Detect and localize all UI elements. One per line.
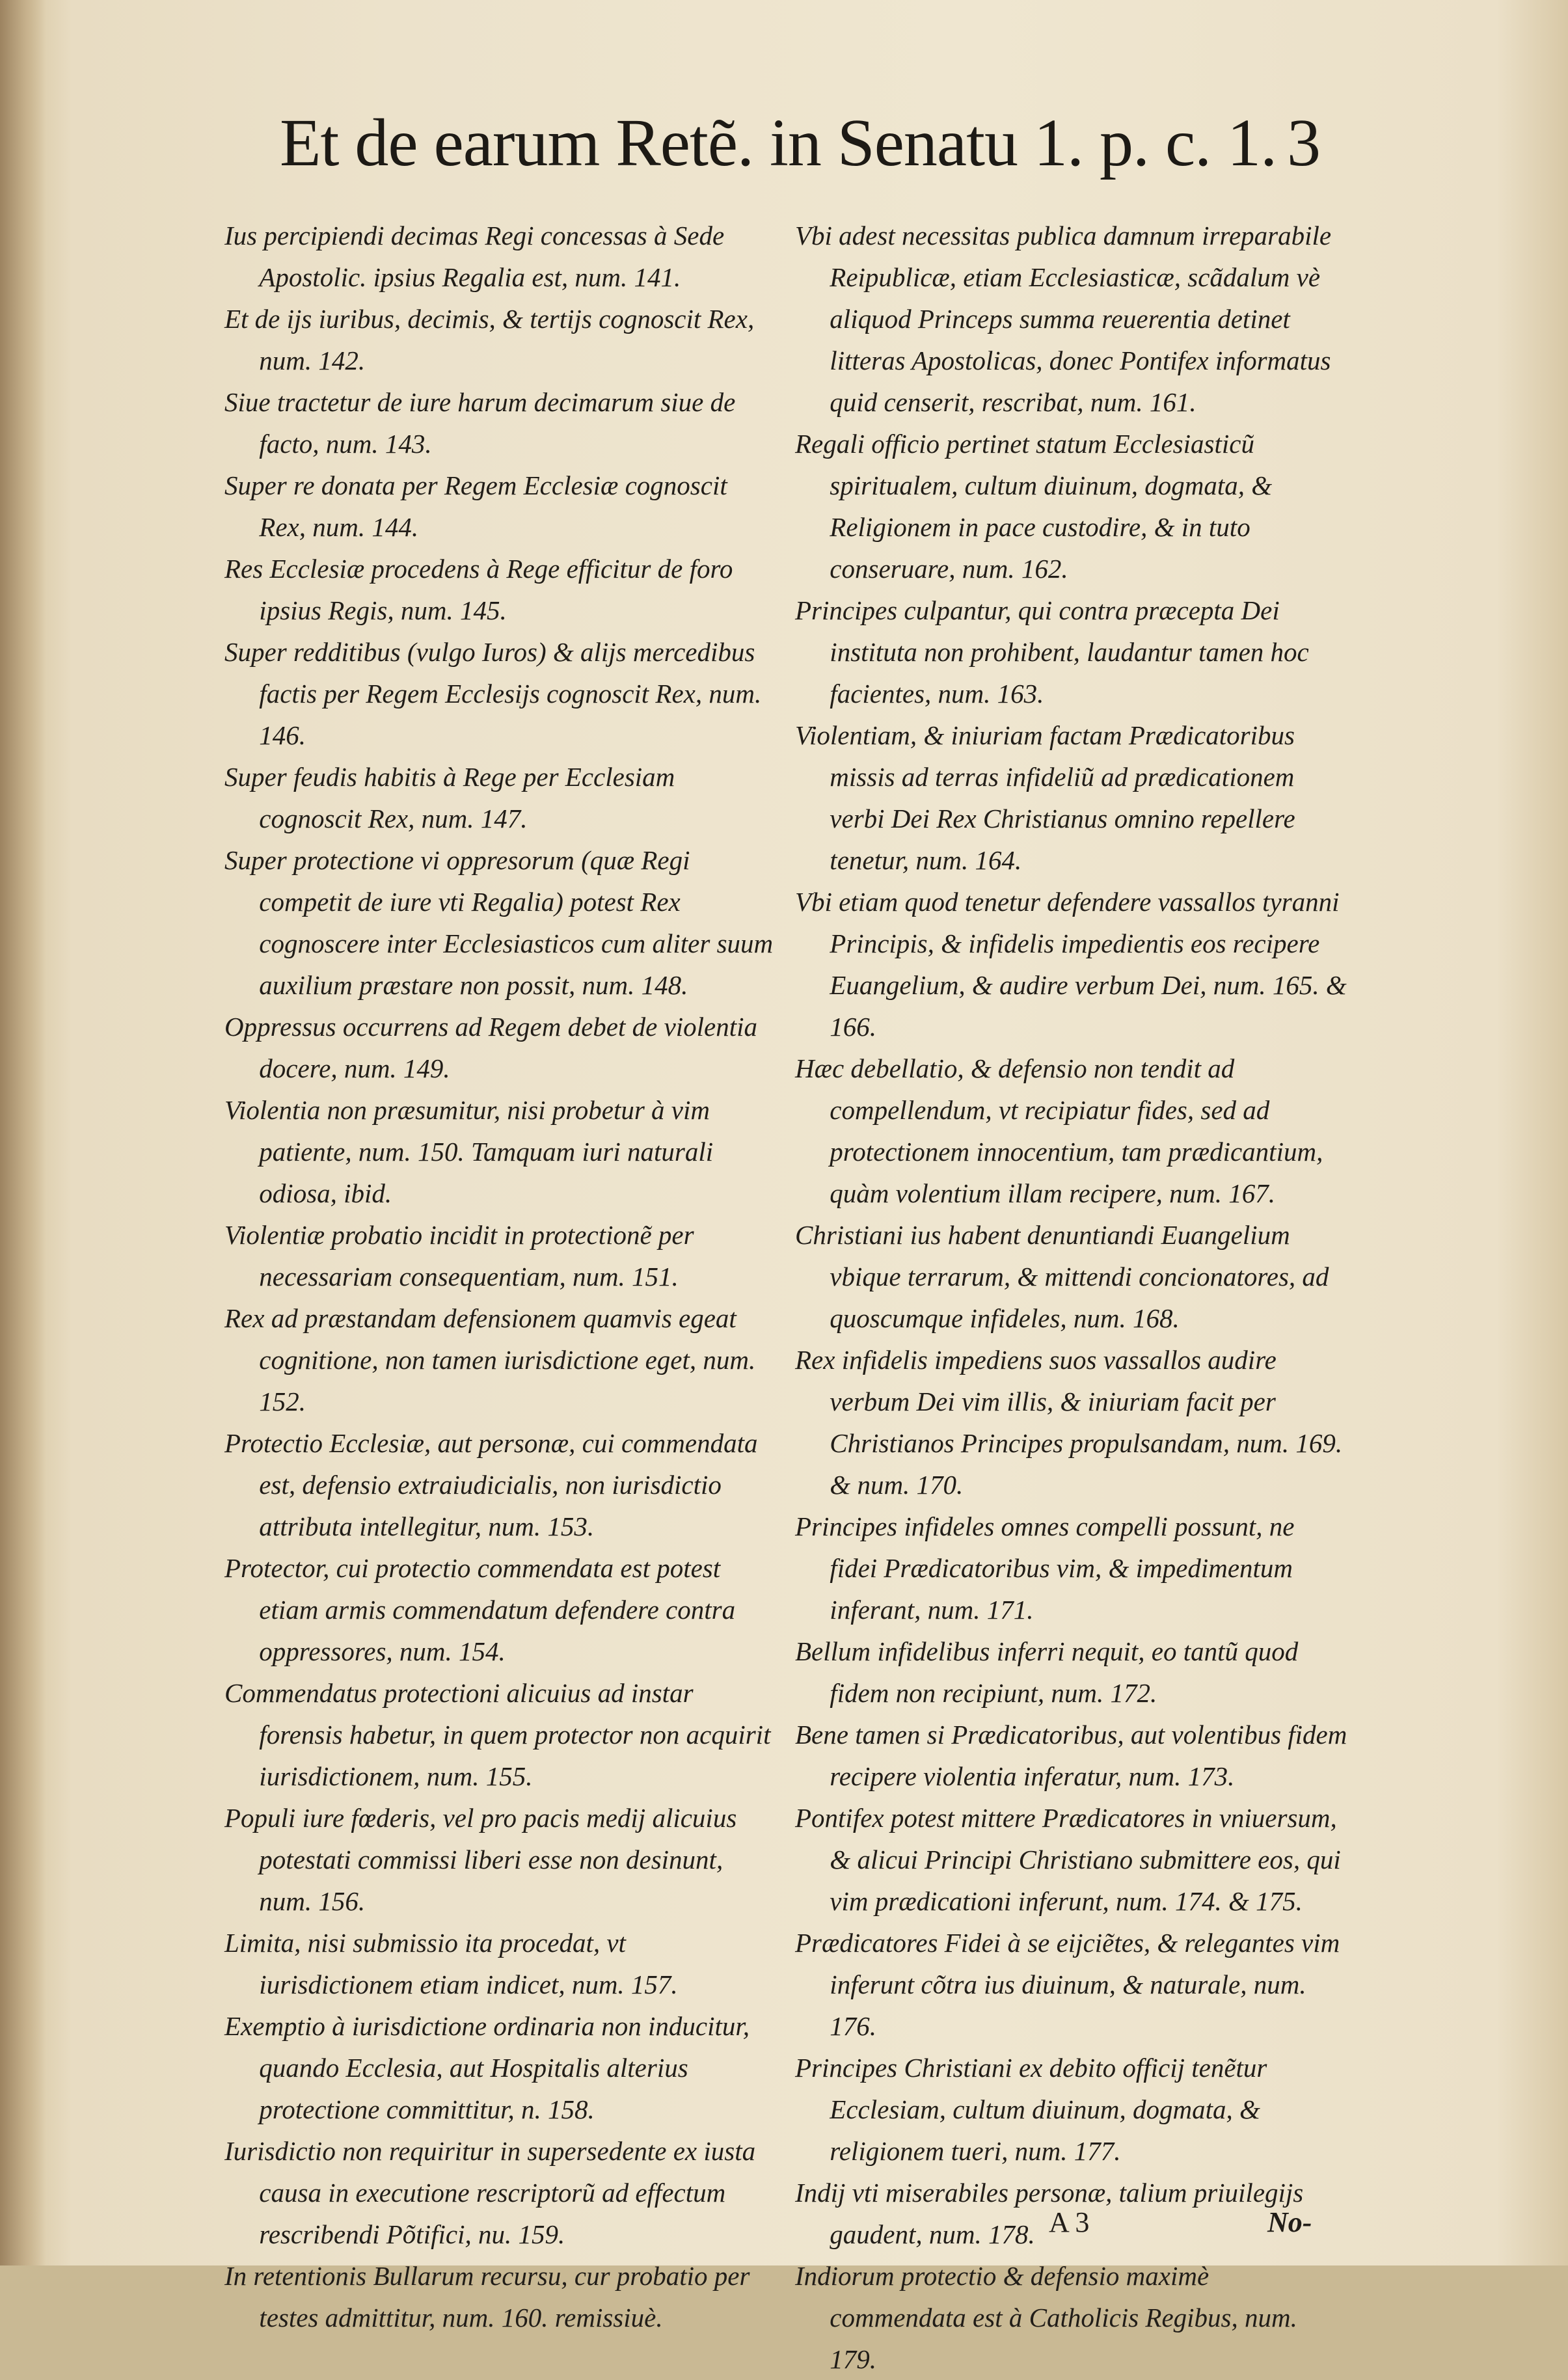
catchword: No-	[1267, 2206, 1312, 2238]
index-entry: Protectio Ecclesiæ, aut personæ, cui commendata est, defensio extraiudicialis, non iurisdictio attributa intellegitur, num. 153.	[224, 1428, 758, 1541]
index-entry: Limita, nisi submissio ita procedat, vt iurisdictionem etiam indicet, num. 157.	[224, 1928, 678, 1999]
index-entry: Indij vti miserabiles personæ, talium priuilegijs gaudent, num. 178.	[795, 2178, 1304, 2249]
index-entry: Principes Christiani ex debito officij tenẽtur Ecclesiam, cultum diuinum, dogmata, & religionem tueri, num. 177.	[795, 2053, 1267, 2166]
index-entry: Indiorum protectio & defensio maximè commendata est à Catholicis Regibus, num. 179.	[795, 2261, 1297, 2374]
index-entry: Christiani ius habent denuntiandi Euangelium vbique terrarum, & mittendi concionatores, ad quoscumque infideles, num. 168.	[795, 1220, 1329, 1333]
index-entry: Principes infideles omnes compelli possunt, ne fidei Prædicatoribus vim, & impedimentum inferant, num. 171.	[795, 1511, 1295, 1625]
index-entry: Protector, cui protectio commendata est potest etiam armis commendatum defendere contra oppressores, num. 154.	[224, 1553, 736, 1666]
index-entry: Super feudis habitis à Rege per Ecclesiam cognoscit Rex, num. 147.	[224, 762, 675, 833]
page-number: 3	[1287, 105, 1321, 180]
index-entry: Super re donata per Regem Ecclesiæ cognoscit Rex, num. 144.	[224, 470, 727, 542]
index-entry: In retentionis Bullarum recursu, cur probatio per testes admittitur, num. 160. remissiuè.	[224, 2261, 750, 2333]
index-entry: Iurisdictio non requiritur in supersedente ex iusta causa in executione rescriptorũ ad effectum rescribendi Põtifici, nu. 159.	[224, 2136, 756, 2249]
index-entry: Et de ijs iuribus, decimis, & tertijs cognoscit Rex, num. 142.	[224, 304, 755, 375]
index-entry: Exemptio à iurisdictione ordinaria non inducitur, quando Ecclesia, aut Hospitalis alterius protectione committitur, n. 158.	[224, 2011, 750, 2124]
signature-mark: A 3	[1049, 2206, 1090, 2238]
index-entry: Bene tamen si Prædicatoribus, aut volentibus fidem recipere violentia inferatur, num. 173.	[795, 1720, 1347, 1791]
index-entry: Violentia non præsumitur, nisi probetur à vim patiente, num. 150. Tamquam iuri naturali odiosa, ibid.	[224, 1095, 714, 1208]
index-entry: Populi iure fœderis, vel pro pacis medij alicuius potestati commissi liberi esse non desinunt, num. 156.	[224, 1803, 737, 1916]
index-entry: Super redditibus (vulgo Iuros) & alijs mercedibus factis per Regem Ecclesijs cognoscit Rex, num. 146.	[224, 637, 762, 750]
index-entry: Principes culpantur, qui contra præcepta Dei instituta non prohibent, laudantur tamen hoc facientes, num. 163.	[795, 595, 1309, 709]
index-entry: Oppressus occurrens ad Regem debet de violentia docere, num. 149.	[224, 1012, 758, 1083]
right-column	[795, 215, 1348, 2380]
index-entry: Regali officio pertinet statum Ecclesiasticũ spiritualem, cultum diuinum, dogmata, & Religionem in pace custodire, & in tuto conseruare, num. 162.	[795, 429, 1273, 584]
index-entry: Super protectione vi oppresorum (quæ Regi competit de iure vti Regalia) potest Rex cognoscere inter Ecclesiasticos cum aliter suum auxilium præstare non possit, num. 148.	[224, 845, 774, 1000]
page-gutter-shadow	[0, 0, 46, 2265]
index-entry: Pontifex potest mittere Prædicatores in vniuersum, & alicui Principi Christiano submittere eos, qui vim prædicationi inferunt, num. 174. & 175.	[795, 1803, 1341, 1916]
index-entry: Violentiæ probatio incidit in protectionẽ per necessariam consequentiam, num. 151.	[224, 1220, 694, 1291]
index-entry: Rex ad præstandam defensionem quamvis egeat cognitione, non tamen iurisdictione eget, num. 152.	[224, 1303, 756, 1416]
index-entry: Vbi etiam quod tenetur defendere vassallos tyranni Principis, & infidelis impedientis eos recipere Euangelium, & audire verbum Dei, num. 165. & 166.	[795, 887, 1347, 1042]
index-entry: Commendatus protectioni alicuius ad instar forensis habetur, in quem protector non acquirit iurisdictionem, num. 155.	[224, 1678, 771, 1791]
index-entry: Siue tractetur de iure harum decimarum siue de facto, num. 143.	[224, 387, 736, 459]
index-entry: Vbi adest necessitas publica damnum irreparabile Reipublicæ, etiam Ecclesiasticæ, scãdalum vè aliquod Princeps summa reuerentia detinet litteras Apostolicas, donec Pontifex informatus quid censerit, rescribat, num. 161.	[795, 221, 1332, 417]
index-entry: Res Ecclesiæ procedens à Rege efficitur de foro ipsius Regis, num. 145.	[224, 554, 733, 625]
index-entry: Prædicatores Fidei à se eijciẽtes, & relegantes vim inferunt cõtra ius diuinum, & naturale, num. 176.	[795, 1928, 1340, 2041]
index-entry: Bellum infidelibus inferri nequit, eo tantũ quod fidem non recipiunt, num. 172.	[795, 1636, 1299, 1708]
index-entry: Rex infidelis impediens suos vassallos audire verbum Dei vim illis, & iniuriam facit per Christianos Principes propulsandam, num. 169. & num. 170.	[795, 1345, 1343, 1500]
left-column	[224, 215, 777, 2338]
running-header: Et de earum Retẽ. in Senatu 1. p. c. 1.	[280, 105, 1277, 180]
index-entry: Hæc debellatio, & defensio non tendit ad compellendum, vt recipiatur fides, sed ad protectionem innocentium, tam prædicantium, quàm volentium illam recipere, num. 167.	[795, 1053, 1323, 1208]
index-entry: Ius percipiendi decimas Regi concessas à Sede Apostolic. ipsius Regalia est, num. 141.	[224, 221, 725, 292]
index-entry: Violentiam, & iniuriam factam Prædicatoribus missis ad terras infideliũ ad prædicationem verbi Dei Rex Christianus omnino repellere tenetur, num. 164.	[795, 720, 1295, 875]
